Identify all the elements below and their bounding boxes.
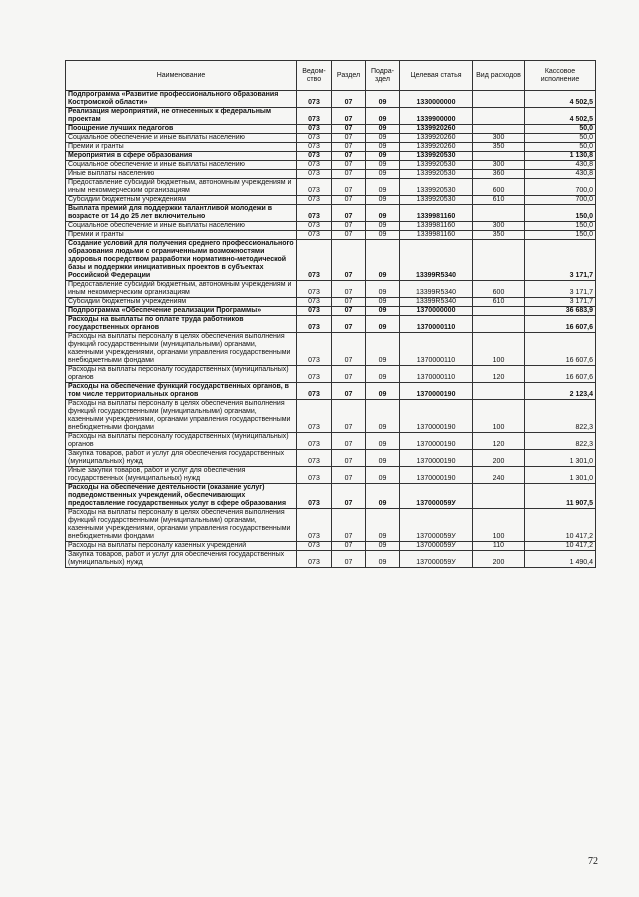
row-name-cell: Социальное обеспечение и иные выплаты населению (66, 161, 297, 170)
row-amount-cell: 50,0 (525, 134, 596, 143)
table-row (66, 484, 596, 509)
row-name-cell: Премии и гранты (66, 143, 297, 152)
row-vid-rashodov-cell: 200 (473, 551, 525, 568)
row-vid-rashodov-cell: 300 (473, 134, 525, 143)
row-vedomstvo-cell: 073 (297, 152, 332, 161)
row-vedomstvo-cell: 073 (297, 170, 332, 179)
table-row (66, 281, 596, 298)
row-podrazdel-cell: 09 (366, 281, 400, 298)
row-vid-rashodov-cell: 300 (473, 222, 525, 231)
row-vid-rashodov-cell: 300 (473, 161, 525, 170)
row-name-cell: Субсидии бюджетным учреждениям (66, 298, 297, 307)
row-name-cell: Создание условий для получения среднего профессионального образования людьми с ограниченными возможностями здоровья посредством разработки нормативно-методической базы и поддержки инициативных проектов в субъектах Российской Федерации (66, 240, 297, 281)
row-amount-cell: 430,8 (525, 170, 596, 179)
row-vid-rashodov-cell (473, 205, 525, 222)
row-razdel-cell: 07 (332, 179, 366, 196)
row-podrazdel-cell: 09 (366, 433, 400, 450)
row-vid-rashodov-cell (473, 240, 525, 281)
row-vid-rashodov-cell: 600 (473, 281, 525, 298)
row-name-cell: Поощрение лучших педагогов (66, 125, 297, 134)
row-vedomstvo-cell: 073 (297, 125, 332, 134)
row-name-cell: Расходы на выплаты персоналу казенных учреждений (66, 542, 297, 551)
row-celevaya-statya-cell: 1339981160 (400, 205, 473, 222)
row-celevaya-statya-cell: 1339920530 (400, 170, 473, 179)
row-razdel-cell: 07 (332, 134, 366, 143)
row-vid-rashodov-cell: 110 (473, 542, 525, 551)
row-vedomstvo-cell: 073 (297, 108, 332, 125)
row-amount-cell: 36 683,9 (525, 307, 596, 316)
table-row (66, 205, 596, 222)
row-podrazdel-cell: 09 (366, 134, 400, 143)
row-vedomstvo-cell: 073 (297, 400, 332, 433)
row-vedomstvo-cell: 073 (297, 542, 332, 551)
row-celevaya-statya-cell: 1370000190 (400, 400, 473, 433)
row-amount-cell: 11 907,5 (525, 484, 596, 509)
row-razdel-cell: 07 (332, 196, 366, 205)
row-amount-cell: 10 417,2 (525, 542, 596, 551)
row-podrazdel-cell: 09 (366, 484, 400, 509)
table-row (66, 161, 596, 170)
row-celevaya-statya-cell: 1339981160 (400, 222, 473, 231)
row-amount-cell: 4 502,5 (525, 91, 596, 108)
row-celevaya-statya-cell: 1339920530 (400, 196, 473, 205)
table-row (66, 333, 596, 366)
row-amount-cell: 3 171,7 (525, 281, 596, 298)
row-celevaya-statya-cell: 1370000190 (400, 383, 473, 400)
table-row (66, 108, 596, 125)
row-name-cell: Расходы на выплаты по оплате труда работников государственных органов (66, 316, 297, 333)
row-celevaya-statya-cell: 137000059У (400, 484, 473, 509)
table-row (66, 307, 596, 316)
row-vid-rashodov-cell (473, 125, 525, 134)
row-vid-rashodov-cell: 610 (473, 298, 525, 307)
row-celevaya-statya-cell: 1339920530 (400, 179, 473, 196)
row-amount-cell: 50,0 (525, 125, 596, 134)
row-vedomstvo-cell: 073 (297, 281, 332, 298)
table-row (66, 179, 596, 196)
row-podrazdel-cell: 09 (366, 333, 400, 366)
row-vid-rashodov-cell: 350 (473, 143, 525, 152)
row-celevaya-statya-cell: 1330000000 (400, 91, 473, 108)
row-razdel-cell: 07 (332, 231, 366, 240)
table-row (66, 143, 596, 152)
row-razdel-cell: 07 (332, 450, 366, 467)
row-name-cell: Выплата премий для поддержки талантливой молодежи в возрасте от 14 до 25 лет включительно (66, 205, 297, 222)
row-vedomstvo-cell: 073 (297, 316, 332, 333)
row-name-cell: Расходы на выплаты персоналу в целях обеспечения выполнения функций государственными (муниципальными) органами, казенными учреждениями, органами управления государственными внебюджетными фондами (66, 509, 297, 542)
header-celevaya-statya: Целевая статья (400, 61, 473, 91)
row-amount-cell: 150,0 (525, 222, 596, 231)
row-amount-cell: 1 301,0 (525, 467, 596, 484)
row-vedomstvo-cell: 073 (297, 205, 332, 222)
row-razdel-cell: 07 (332, 467, 366, 484)
row-vedomstvo-cell: 073 (297, 91, 332, 108)
row-vedomstvo-cell: 073 (297, 161, 332, 170)
row-vid-rashodov-cell (473, 307, 525, 316)
table-row (66, 316, 596, 333)
row-podrazdel-cell: 09 (366, 125, 400, 134)
table-row (66, 433, 596, 450)
row-podrazdel-cell: 09 (366, 143, 400, 152)
row-amount-cell: 3 171,7 (525, 240, 596, 281)
table-row (66, 196, 596, 205)
row-vid-rashodov-cell: 100 (473, 333, 525, 366)
row-vedomstvo-cell: 073 (297, 179, 332, 196)
row-celevaya-statya-cell: 13399R5340 (400, 298, 473, 307)
table-row (66, 400, 596, 433)
table-row (66, 134, 596, 143)
row-celevaya-statya-cell: 1370000190 (400, 450, 473, 467)
row-vedomstvo-cell: 073 (297, 222, 332, 231)
row-amount-cell: 1 301,0 (525, 450, 596, 467)
row-vid-rashodov-cell: 120 (473, 433, 525, 450)
row-razdel-cell: 07 (332, 281, 366, 298)
row-razdel-cell: 07 (332, 551, 366, 568)
row-vid-rashodov-cell: 200 (473, 450, 525, 467)
row-celevaya-statya-cell: 1370000000 (400, 307, 473, 316)
row-vid-rashodov-cell (473, 383, 525, 400)
row-amount-cell: 822,3 (525, 400, 596, 433)
row-vedomstvo-cell: 073 (297, 307, 332, 316)
row-razdel-cell: 07 (332, 240, 366, 281)
row-podrazdel-cell: 09 (366, 222, 400, 231)
row-vid-rashodov-cell (473, 152, 525, 161)
row-vedomstvo-cell: 073 (297, 484, 332, 509)
row-podrazdel-cell: 09 (366, 542, 400, 551)
row-celevaya-statya-cell: 137000059У (400, 509, 473, 542)
row-name-cell: Расходы на выплаты персоналу в целях обеспечения выполнения функций государственными (муниципальными) органами, казенными учреждениями, органами управления государственными внебюджетными фондами (66, 333, 297, 366)
row-razdel-cell: 07 (332, 366, 366, 383)
header-vedomstvo: Ведом-ство (297, 61, 332, 91)
row-amount-cell: 1 490,4 (525, 551, 596, 568)
row-podrazdel-cell: 09 (366, 383, 400, 400)
row-name-cell: Подпрограмма «Обеспечение реализации Программы» (66, 307, 297, 316)
table-row (66, 240, 596, 281)
row-razdel-cell: 07 (332, 433, 366, 450)
row-podrazdel-cell: 09 (366, 316, 400, 333)
row-vedomstvo-cell: 073 (297, 450, 332, 467)
row-podrazdel-cell: 09 (366, 91, 400, 108)
row-amount-cell: 700,0 (525, 196, 596, 205)
row-vedomstvo-cell: 073 (297, 231, 332, 240)
row-razdel-cell: 07 (332, 307, 366, 316)
table-row (66, 91, 596, 108)
row-name-cell: Расходы на выплаты персоналу в целях обеспечения выполнения функций государственными (муниципальными) органами, казенными учреждениями, органами управления государственными внебюджетными фондами (66, 400, 297, 433)
row-amount-cell: 2 123,4 (525, 383, 596, 400)
row-razdel-cell: 07 (332, 316, 366, 333)
row-celevaya-statya-cell: 1339920530 (400, 152, 473, 161)
row-amount-cell: 16 607,6 (525, 333, 596, 366)
row-razdel-cell: 07 (332, 91, 366, 108)
row-podrazdel-cell: 09 (366, 231, 400, 240)
table-row (66, 450, 596, 467)
row-name-cell: Предоставление субсидий бюджетным, автономным учреждениям и иным некоммерческим организациям (66, 179, 297, 196)
table-row (66, 152, 596, 161)
row-podrazdel-cell: 09 (366, 467, 400, 484)
row-amount-cell: 150,0 (525, 205, 596, 222)
row-podrazdel-cell: 09 (366, 298, 400, 307)
row-razdel-cell: 07 (332, 509, 366, 542)
budget-table (65, 60, 596, 568)
row-vid-rashodov-cell: 240 (473, 467, 525, 484)
row-podrazdel-cell: 09 (366, 108, 400, 125)
row-vedomstvo-cell: 073 (297, 366, 332, 383)
row-podrazdel-cell: 09 (366, 551, 400, 568)
table-row (66, 231, 596, 240)
row-razdel-cell: 07 (332, 170, 366, 179)
row-podrazdel-cell: 09 (366, 205, 400, 222)
row-podrazdel-cell: 09 (366, 366, 400, 383)
row-name-cell: Предоставление субсидий бюджетным, автономным учреждениям и иным некоммерческим организациям (66, 281, 297, 298)
row-celevaya-statya-cell: 1370000110 (400, 333, 473, 366)
row-name-cell: Реализация мероприятий, не отнесенных к федеральным проектам (66, 108, 297, 125)
table-row (66, 509, 596, 542)
row-vid-rashodov-cell: 610 (473, 196, 525, 205)
row-vedomstvo-cell: 073 (297, 240, 332, 281)
row-amount-cell: 4 502,5 (525, 108, 596, 125)
row-vid-rashodov-cell (473, 108, 525, 125)
row-podrazdel-cell: 09 (366, 170, 400, 179)
row-celevaya-statya-cell: 1339920260 (400, 125, 473, 134)
row-razdel-cell: 07 (332, 298, 366, 307)
row-vid-rashodov-cell (473, 316, 525, 333)
row-podrazdel-cell: 09 (366, 450, 400, 467)
row-name-cell: Премии и гранты (66, 231, 297, 240)
row-name-cell: Социальное обеспечение и иные выплаты населению (66, 222, 297, 231)
row-amount-cell: 822,3 (525, 433, 596, 450)
table-header-row (66, 61, 596, 91)
row-name-cell: Иные закупки товаров, работ и услуг для обеспечения государственных (муниципальных) нужд (66, 467, 297, 484)
row-vid-rashodov-cell: 350 (473, 231, 525, 240)
row-celevaya-statya-cell: 13399R5340 (400, 240, 473, 281)
row-razdel-cell: 07 (332, 125, 366, 134)
row-amount-cell: 700,0 (525, 179, 596, 196)
row-vedomstvo-cell: 073 (297, 298, 332, 307)
row-razdel-cell: 07 (332, 143, 366, 152)
row-celevaya-statya-cell: 1339900000 (400, 108, 473, 125)
row-podrazdel-cell: 09 (366, 307, 400, 316)
row-name-cell: Расходы на выплаты персоналу государственных (муниципальных) органов (66, 366, 297, 383)
row-vedomstvo-cell: 073 (297, 551, 332, 568)
row-amount-cell: 16 607,6 (525, 366, 596, 383)
row-razdel-cell: 07 (332, 484, 366, 509)
table-row (66, 551, 596, 568)
table-body (66, 91, 596, 568)
row-amount-cell: 10 417,2 (525, 509, 596, 542)
row-celevaya-statya-cell: 137000059У (400, 542, 473, 551)
page-number: 72 (588, 856, 598, 867)
row-celevaya-statya-cell: 13399R5340 (400, 281, 473, 298)
row-vid-rashodov-cell: 120 (473, 366, 525, 383)
row-name-cell: Расходы на выплаты персоналу государственных (муниципальных) органов (66, 433, 297, 450)
row-vedomstvo-cell: 073 (297, 433, 332, 450)
table-row (66, 383, 596, 400)
row-celevaya-statya-cell: 137000059У (400, 551, 473, 568)
table-row (66, 366, 596, 383)
row-name-cell: Закупка товаров, работ и услуг для обеспечения государственных (муниципальных) нужд (66, 551, 297, 568)
table-row (66, 125, 596, 134)
table-row (66, 542, 596, 551)
row-podrazdel-cell: 09 (366, 161, 400, 170)
row-vedomstvo-cell: 073 (297, 143, 332, 152)
row-amount-cell: 150,0 (525, 231, 596, 240)
row-name-cell: Подпрограмма «Развитие профессионального образования Костромской области» (66, 91, 297, 108)
row-name-cell: Расходы на обеспечение функций государственных органов, в том числе территориальных органов (66, 383, 297, 400)
table-row (66, 222, 596, 231)
row-vid-rashodov-cell (473, 91, 525, 108)
row-razdel-cell: 07 (332, 108, 366, 125)
row-vid-rashodov-cell (473, 484, 525, 509)
row-name-cell: Социальное обеспечение и иные выплаты населению (66, 134, 297, 143)
row-vedomstvo-cell: 073 (297, 509, 332, 542)
row-vid-rashodov-cell: 100 (473, 509, 525, 542)
row-celevaya-statya-cell: 1370000110 (400, 316, 473, 333)
row-vedomstvo-cell: 073 (297, 196, 332, 205)
row-podrazdel-cell: 09 (366, 179, 400, 196)
row-name-cell: Расходы на обеспечение деятельности (оказание услуг) подведомственных учреждений, обеспечивающих предоставление государственных услуг в сфере образования (66, 484, 297, 509)
row-razdel-cell: 07 (332, 400, 366, 433)
row-celevaya-statya-cell: 1339920260 (400, 134, 473, 143)
row-vedomstvo-cell: 073 (297, 333, 332, 366)
header-kassovoe-ispolnenie: Кассовое исполнение (525, 61, 596, 91)
row-celevaya-statya-cell: 1339920260 (400, 143, 473, 152)
row-celevaya-statya-cell: 1339981160 (400, 231, 473, 240)
header-podrazdel: Подра-здел (366, 61, 400, 91)
row-vedomstvo-cell: 073 (297, 467, 332, 484)
header-razdel: Раздел (332, 61, 366, 91)
row-vid-rashodov-cell: 360 (473, 170, 525, 179)
row-razdel-cell: 07 (332, 333, 366, 366)
row-podrazdel-cell: 09 (366, 240, 400, 281)
row-podrazdel-cell: 09 (366, 400, 400, 433)
row-name-cell: Закупка товаров, работ и услуг для обеспечения государственных (муниципальных) нужд (66, 450, 297, 467)
row-amount-cell: 430,8 (525, 161, 596, 170)
header-vid-rashodov: Вид расходов (473, 61, 525, 91)
table-row (66, 298, 596, 307)
table-row (66, 467, 596, 484)
row-podrazdel-cell: 09 (366, 152, 400, 161)
table-row (66, 170, 596, 179)
row-celevaya-statya-cell: 1370000190 (400, 467, 473, 484)
row-celevaya-statya-cell: 1370000190 (400, 433, 473, 450)
row-celevaya-statya-cell: 1370000110 (400, 366, 473, 383)
row-razdel-cell: 07 (332, 383, 366, 400)
header-name: Наименование (66, 61, 297, 91)
row-vedomstvo-cell: 073 (297, 383, 332, 400)
row-podrazdel-cell: 09 (366, 509, 400, 542)
row-vedomstvo-cell: 073 (297, 134, 332, 143)
row-podrazdel-cell: 09 (366, 196, 400, 205)
row-amount-cell: 50,0 (525, 143, 596, 152)
row-celevaya-statya-cell: 1339920530 (400, 161, 473, 170)
row-vid-rashodov-cell: 100 (473, 400, 525, 433)
row-name-cell: Мероприятия в сфере образования (66, 152, 297, 161)
row-name-cell: Иные выплаты населению (66, 170, 297, 179)
row-razdel-cell: 07 (332, 222, 366, 231)
row-amount-cell: 1 130,8 (525, 152, 596, 161)
row-razdel-cell: 07 (332, 205, 366, 222)
row-name-cell: Субсидии бюджетным учреждениям (66, 196, 297, 205)
row-amount-cell: 3 171,7 (525, 298, 596, 307)
row-amount-cell: 16 607,6 (525, 316, 596, 333)
row-razdel-cell: 07 (332, 152, 366, 161)
row-vid-rashodov-cell: 600 (473, 179, 525, 196)
row-razdel-cell: 07 (332, 161, 366, 170)
row-razdel-cell: 07 (332, 542, 366, 551)
